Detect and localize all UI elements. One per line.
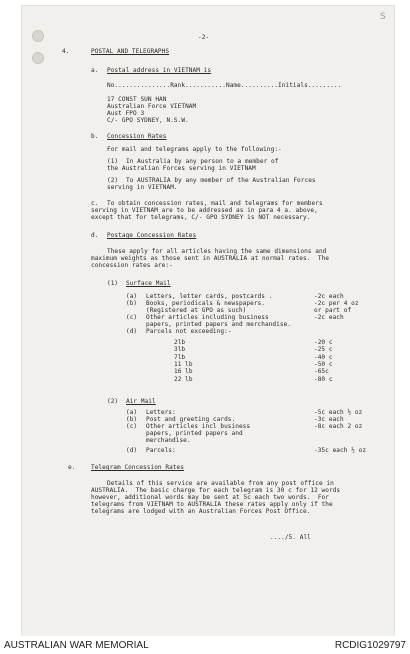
para-e-text: AUSTRALIA. The basic charge for each telegram is 30 c for 12 words	[91, 487, 341, 494]
address-form-line: No...............Rank...........Name..........Initials.........	[107, 82, 342, 89]
rate-row-text: Other articles including business	[146, 314, 269, 321]
air-row-value: -5c each ½ oz	[314, 409, 363, 416]
rate-row-text: Books, periodicals & newspapers.	[146, 300, 265, 307]
surface-number: (1)	[107, 280, 119, 287]
rate-row-label: (c)	[126, 314, 138, 321]
address-line: Australian Force VIETNAM	[107, 103, 197, 110]
para-b-intro: For mail and telegrams apply to the following:-	[107, 146, 282, 153]
rate-row-text: Letters, letter cards, postcards .	[146, 293, 273, 300]
surface-heading: Surface Mail	[126, 280, 171, 287]
parcel-rate: -65c	[314, 368, 329, 376]
item-text: In Australia by any person to a member of	[126, 158, 279, 165]
rate-row-value: -2c per 4 oz	[314, 300, 359, 307]
para-d-intro: maximum weights as those sent in AUSTRALIA at normal rates. The	[91, 255, 329, 262]
corner-mark: S	[380, 12, 386, 22]
air-row-text: Parcels:	[146, 447, 176, 454]
para-c-text: except that for telegrams, C/- GPO SYDNEY is NOT necessary.	[91, 214, 311, 221]
punch-hole	[32, 30, 44, 42]
para-b-heading: Concession Rates	[107, 133, 167, 140]
air-row-label: (c)	[126, 423, 138, 430]
air-row-value: -35c each ½ oz	[314, 447, 367, 454]
page-number: -2-	[198, 34, 210, 41]
para-e-text: Details of this service are available from any post office in	[107, 480, 334, 487]
para-a-heading: Postal address in VIETNAM is	[107, 67, 212, 74]
rate-row-text: Parcels not exceeding:-	[146, 328, 232, 335]
air-row-text: Post and greeting cards.	[146, 416, 236, 423]
parcel-rate: -20 c	[314, 339, 333, 346]
item-number: (2)	[107, 177, 119, 184]
section-title: POSTAL AND TELEGRAPHS	[91, 48, 170, 55]
continuation-note: ..../5. All	[270, 534, 311, 541]
parcel-weight: 22 lb	[174, 375, 193, 383]
air-row-label: (a)	[126, 409, 138, 416]
para-e-text: telegrams are lodged with an Australian Forces Post Office.	[91, 508, 311, 515]
parcel-weight: 3lb	[174, 346, 186, 354]
air-row-text: papers, printed papers and	[146, 430, 243, 437]
parcel-weight: 11 lb	[174, 360, 193, 368]
air-row-text: merchandise.	[146, 437, 191, 444]
parcel-rate: -80 c	[314, 375, 333, 383]
item-number: (1)	[107, 158, 119, 165]
parcel-rate: -25 c	[314, 346, 333, 354]
item-text: serving in VIETNAM.	[107, 184, 178, 191]
air-number: (2)	[107, 398, 119, 405]
parcel-rate: -50 c	[314, 360, 333, 368]
air-row-label: (b)	[126, 416, 138, 423]
rate-row-text: (Registered at GPO as such)	[146, 307, 247, 314]
item-text: To AUSTRALIA by any member of the Australian Forces	[126, 177, 316, 184]
rate-row-text: papers, printed papers and merchandise.	[146, 321, 292, 328]
para-d-heading: Postage Concession Rates	[107, 232, 197, 239]
para-d-label: d.	[91, 232, 99, 239]
footer-source: AUSTRALIAN WAR MEMORIAL	[4, 640, 149, 651]
para-e-text: telegrams from VIETNAM to AUSTRALIA these rates apply only if the	[91, 501, 333, 508]
parcel-weight: 16 lb	[174, 368, 193, 376]
para-d-intro: These apply for all articles having the same dimensions and	[107, 248, 327, 255]
parcel-rate: -40 c	[314, 353, 333, 361]
para-e-label: e.	[68, 464, 76, 471]
address-line: Aust FPO 3	[107, 110, 145, 117]
para-a-label: a.	[91, 67, 99, 74]
rate-row-label: (b)	[126, 300, 138, 307]
air-row-label: (d)	[126, 447, 138, 454]
para-c-label: c.	[91, 200, 99, 207]
address-line: C/- GPO SYDNEY, N.S.W.	[107, 117, 189, 124]
archive-footer	[0, 636, 410, 654]
punch-hole	[32, 52, 44, 64]
footer-reference: RCDIG1029797	[334, 640, 406, 651]
rate-row-label: (a)	[126, 293, 138, 300]
air-heading: Air Mail	[126, 398, 156, 405]
air-row-text: Letters:	[146, 409, 176, 416]
para-d-intro: concession rates are:-	[91, 262, 173, 269]
parcel-weight: 2lb	[174, 339, 186, 346]
parcel-weight: 7lb	[174, 353, 186, 361]
rate-row-value: or part of	[314, 307, 352, 314]
rate-row-value: -2c each	[314, 293, 344, 300]
para-c-text: serving in VIETNAM are to be addressed as in para 4 a. above,	[91, 207, 318, 214]
para-c-text: To obtain concession rates, mail and telegrams for members	[107, 200, 323, 207]
address-line: 17 CONST SUN HAN	[107, 96, 167, 103]
rate-row-value: -2c each	[314, 314, 344, 321]
para-e-heading: Telegram Concession Rates	[91, 464, 184, 471]
air-row-value: -8c each 2 oz	[314, 423, 363, 430]
air-row-value: -3c each	[314, 416, 344, 423]
air-row-text: Other articles incl business	[146, 423, 251, 430]
rate-row-label: (d)	[126, 328, 138, 335]
para-e-text: however, additional words may be sent at 5c each two words. For	[91, 494, 329, 501]
section-number: 4.	[62, 48, 70, 55]
para-b-label: b.	[91, 133, 99, 140]
item-text: the Australian Forces serving in VIETNAM	[107, 165, 256, 172]
